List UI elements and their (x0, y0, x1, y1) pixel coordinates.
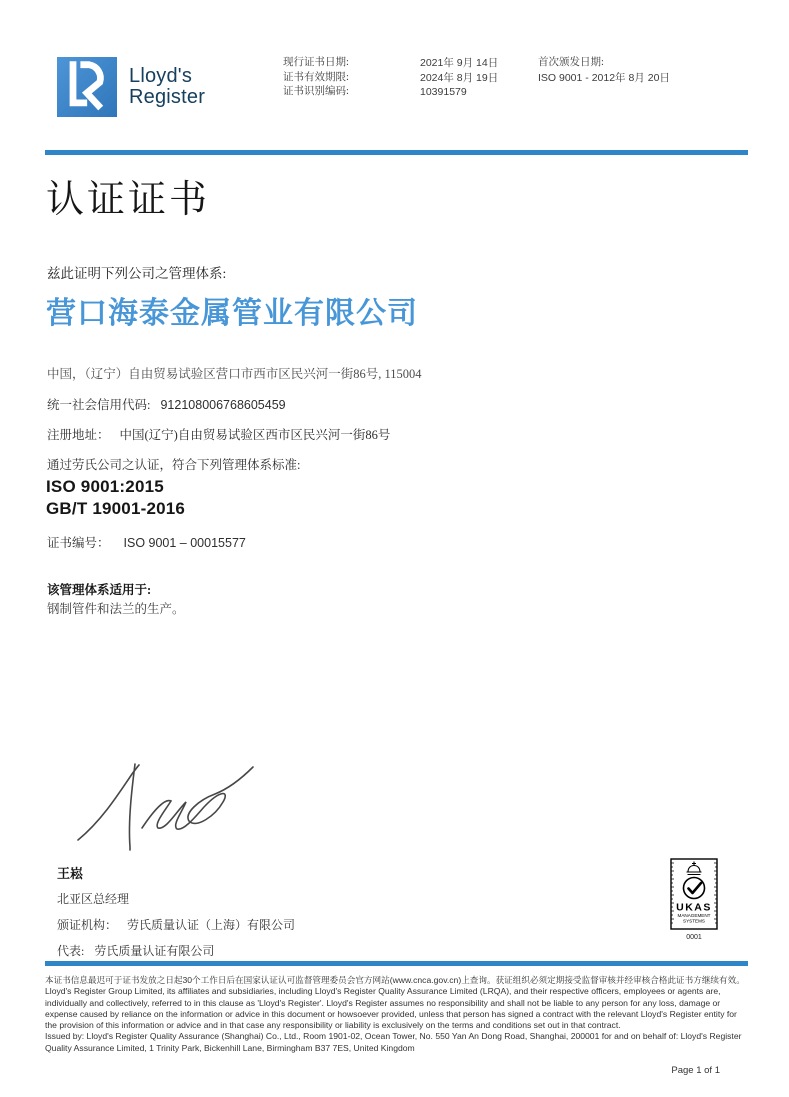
registered-address-value: 中国(辽宁)自由贸易试验区西市区民兴河一街86号 (119, 428, 391, 442)
scope-text: 钢制管件和法兰的生产。 (47, 602, 185, 616)
standard-iso9001: ISO 9001:2015 (46, 477, 164, 496)
brand-wordmark (129, 66, 205, 108)
scope-heading: 该管理体系适用于: (47, 583, 152, 597)
ukas-mark-icon (666, 857, 722, 947)
certificate-number-label: 证书编号： (47, 536, 110, 550)
lloyds-register-logo-icon (57, 57, 117, 117)
footer-en-disclaimer: Lloyd's Register Group Limited, its affiliates and subsidiaries, including Lloyd's Register Quality Assurance Limited (LRQA), and their respective officers, employees or agents are, individually and collectively, referred to in this clause as 'Lloyd's Register'. Lloyd's Register assumes no responsibility and shall not be liable to any person for any loss, damage or expense caused by reliance on the information or advice in this document or howsoever provided, unless that person has signed a contract with the relevant Lloyd's Register entity for the provision of this information or advice and in that case any responsibility or liability is exclusively on the terms and conditions set out in that contract. (45, 986, 737, 1031)
first-issue-label: 首次颁发日期: (538, 57, 604, 68)
company-address: 中国，（辽宁）自由贸易试验区营口市西市区民兴河一街86号, 115004 (47, 367, 422, 381)
cert-expiry-row (283, 71, 498, 86)
signature-scribble (72, 750, 262, 855)
header-meta-dates (283, 56, 498, 100)
on-behalf-line (57, 942, 214, 959)
registered-address-label: 注册地址： (47, 428, 110, 442)
on-behalf-value: 劳氏质量认证有限公司 (94, 944, 215, 958)
page-indicator: Page 1 of 1 (671, 1065, 720, 1076)
signature-image (72, 750, 262, 860)
issuer-line (57, 916, 295, 933)
registered-address-line (47, 425, 390, 443)
brand-name-line1: Lloyd's (129, 65, 193, 87)
cert-id-label: 证书识别编码: (283, 86, 349, 97)
top-divider-rule (45, 150, 748, 155)
cert-id-value: 10391579 (420, 86, 467, 98)
approval-line: 通过劳氏公司之认证，符合下列管理体系标准: (47, 458, 301, 472)
crown-icon (687, 862, 702, 875)
certificate-number-value: ISO 9001 – 00015577 (123, 536, 246, 550)
current-cert-date-row (283, 56, 498, 71)
ukas-text: UKAS (676, 901, 712, 914)
on-behalf-label: 代表: (57, 944, 85, 958)
current-cert-date-value: 2021年 9月 14日 (420, 57, 499, 69)
ukas-subtitle1: MANAGEMENT (677, 913, 711, 918)
ukas-body-number: 0001 (686, 934, 702, 941)
credit-code-line (47, 395, 286, 413)
cert-id-row (283, 85, 498, 100)
bottom-divider-rule (45, 961, 748, 966)
header-meta-first-issue (538, 56, 670, 85)
ukas-accreditation-mark (666, 857, 722, 952)
credit-code-value: 912108006768605459 (160, 398, 286, 412)
cert-expiry-value: 2024年 8月 19日 (420, 71, 499, 84)
brand-name-line2: Register (129, 86, 206, 108)
certificate-number-line (47, 533, 246, 551)
footer-legal (45, 975, 749, 1054)
lr-monogram (57, 57, 117, 117)
credit-code-label: 统一社会信用代码: (47, 398, 151, 412)
signatory-title: 北亚区总经理 (57, 892, 130, 906)
company-name: 营口海泰金属管业有限公司 (46, 297, 418, 330)
cert-expiry-label: 证书有效期限: (283, 71, 349, 83)
certificate-title: 认证证书 (46, 179, 211, 221)
ukas-subtitle2: SYSTEMS (683, 918, 705, 924)
issuer-value: 劳氏质量认证（上海）有限公司 (127, 918, 296, 932)
signatory-name: 王崧 (57, 866, 84, 881)
current-cert-date-label: 现行证书日期: (283, 57, 349, 68)
first-issue-value: ISO 9001 - 2012年 8月 20日 (538, 71, 670, 84)
standard-gbt19001: GB/T 19001-2016 (46, 499, 186, 518)
intro-line: 兹此证明下列公司之管理体系: (47, 266, 227, 281)
issuer-label: 颁证机构： (57, 918, 118, 932)
footer-issued-by: Issued by: Lloyd's Register Quality Assurance (Shanghai) Co., Ltd., Room 1901-02, Ocean Tower, No. 550 Yan An Dong Road, Shanghai, 200001 for and on behalf of: Lloyd's Register Quality Assurance Limited, 1 Trinity Park, Bickenhill Lane, Birmingham B37 7ES, United Kingdom (45, 1031, 742, 1053)
footer-cn-notice: 本证书信息最迟可于证书发放之日起30个工作日后在国家认证认可监督管理委员会官方网站(www.cnca.gov.cn)上查询。获证组织必须定期接受监督审核并经审核合格此证书方继续有效。 (45, 975, 745, 985)
